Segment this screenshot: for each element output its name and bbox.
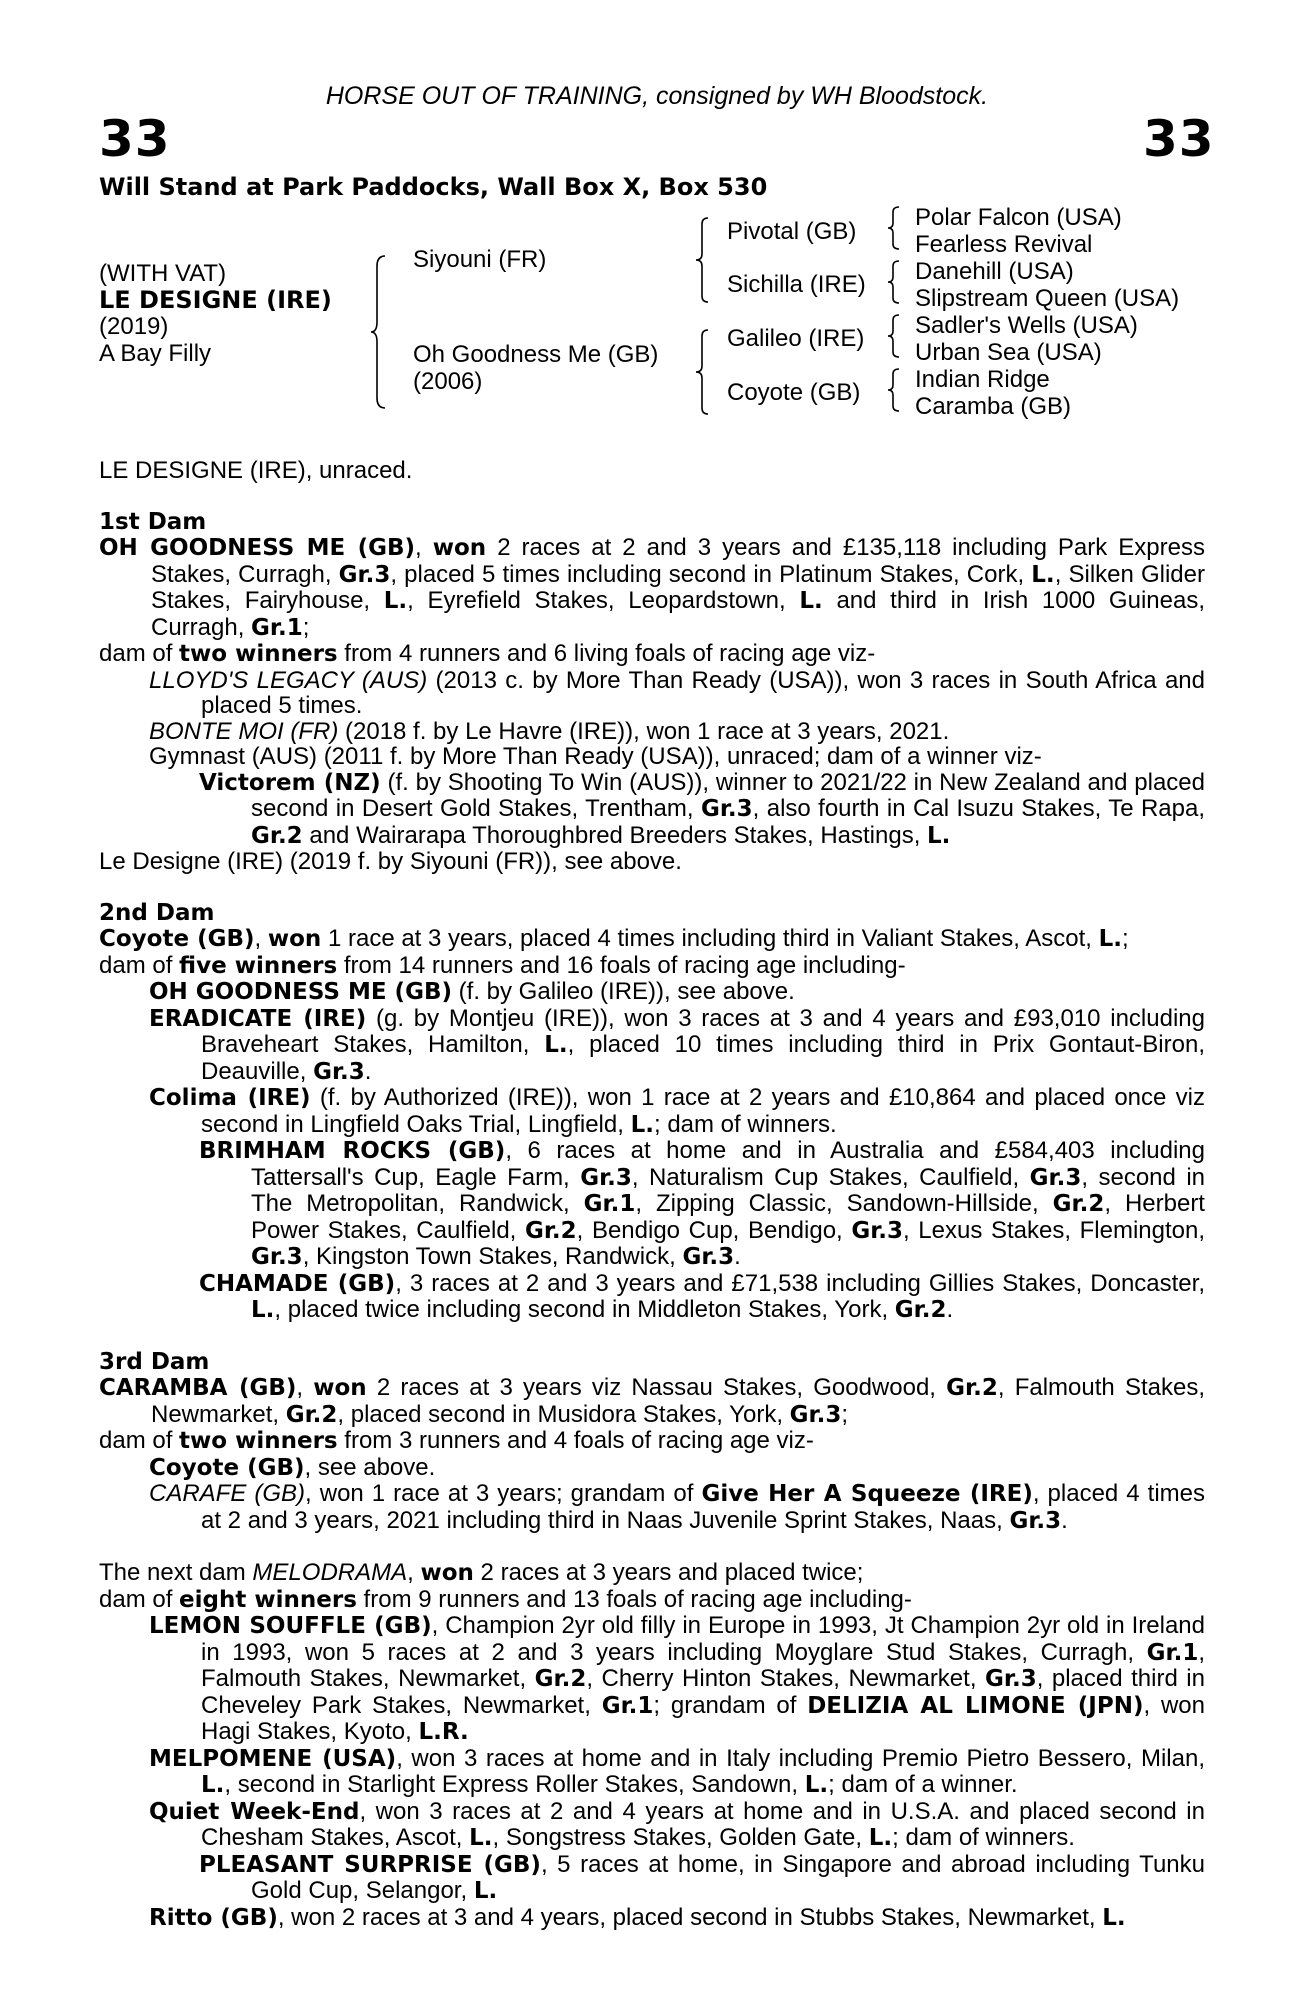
lot-number-left: 33 (99, 110, 171, 168)
bracket-gg4 (888, 367, 902, 413)
produce-pleasant-surprise: PLEASANT SURPRISE (GB), 5 races at home, in Singapore and abroad including Tunku Gold Cup, Selangor, L. (199, 1850, 1205, 1904)
dam-dam: Coyote (GB) (727, 379, 861, 406)
produce-victorem: Victorem (NZ) (f. by Shooting To Win (AUS)), winner to 2021/22 in New Zealand and placed second in Desert Gold Stakes, Trentham, Gr.3, also fourth in Cal Isuzu Stakes, Te Rapa, Gr.2 and Wairarapa Thoroughbred Breeders Stakes, Hastings, L. (199, 768, 1206, 849)
sire-sire: Pivotal (GB) (727, 218, 857, 245)
sire: Siyouni (FR) (413, 246, 547, 273)
lot-number-right: 33 (1143, 110, 1215, 168)
bracket-gg3 (888, 313, 902, 359)
horse-summary: LE DESIGNE (IRE), unraced. (99, 457, 413, 484)
dam: Oh Goodness Me (GB) (413, 341, 659, 368)
first-dam-heading: 1st Dam (99, 508, 207, 535)
produce-eradicate: ERADICATE (IRE) (g. by Montjeu (IRE)), won 3 races at 3 and 4 years and £93,010 including Braveheart Stakes, Hamilton, L., placed 10 times including third in Prix Gontaut-Biron, Deauville, Gr.3. (149, 1004, 1205, 1085)
granddam-line-2: Fearless Revival (915, 231, 1093, 258)
produce-carafe: CARAFE (GB), won 1 race at 3 years; grandam of Give Her A Squeeze (IRE), placed 4 times at 2 and 3 years, 2021 including third in Naas Juvenile Sprint Stakes, Naas, Gr.3. (149, 1480, 1205, 1534)
granddam-line-8: Caramba (GB) (915, 393, 1072, 420)
produce-lloyds-legacy: LLOYD'S LEGACY (AUS) (2013 c. by More Than Ready (USA)), won 3 races in South Africa and placed 5 times. (149, 666, 1205, 719)
stand-location: Will Stand at Park Paddocks, Wall Box X, Box 530 (99, 173, 768, 201)
horse-name: LE DESIGNE (IRE) (99, 286, 332, 314)
produce-lemon-souffle: LEMON SOUFFLE (GB), Champion 2yr old filly in Europe in 1993, Jt Champion 2yr old in Ireland in 1993, won 5 races at 2 and 3 years including Moyglare Stud Stakes, Curragh, Gr.1, Falmouth Stakes, Newmarket, Gr.2, Cherry Hinton Stakes, Newmarket, Gr.3, placed third in Cheveley Park Stakes, Newmarket, Gr.1; grandam of DELIZIA AL LIMONE (JPN), won Hagi Stakes, Kyoto, L.R. (149, 1612, 1205, 1745)
sire-dam: Sichilla (IRE) (727, 271, 866, 298)
horse-description: A Bay Filly (99, 340, 212, 367)
produce-melpomene: MELPOMENE (USA), won 3 races at home and in Italy including Premio Pietro Bessero, Milan, L., second in Starlight Express Roller Stakes, Sandown, L.; dam of a winner. (149, 1744, 1206, 1798)
second-dam-heading: 2nd Dam (99, 899, 215, 926)
granddam-line-7: Indian Ridge (915, 366, 1050, 393)
third-dam-heading: 3rd Dam (99, 1348, 210, 1375)
granddam-line-6: Urban Sea (USA) (915, 339, 1102, 366)
bracket-gg1 (888, 205, 902, 251)
catalogue-title: HORSE OUT OF TRAINING, consigned by WH Bloodstock. (325, 82, 989, 110)
horse-year: (2019) (99, 313, 169, 340)
granddam-line-3: Danehill (USA) (915, 258, 1074, 285)
vat-note: (WITH VAT) (99, 260, 227, 287)
produce-coyote: Coyote (GB), see above. (149, 1453, 436, 1481)
produce-brimham-rocks: BRIMHAM ROCKS (GB), 6 races at home and in Australia and £584,403 including Tattersall's Cup, Eagle Farm, Gr.3, Naturalism Cup Stakes, Caulfield, Gr.3, second in The Metropolitan, Randwick, Gr.1, Zipping Classic, Sandown-Hillside, Gr.2, Herbert Power Stakes, Caulfield, Gr.2, Bendigo Cup, Bendigo, Gr.3, Lexus Stakes, Flemington, Gr.3, Kingston Town Stakes, Randwick, Gr.3. (199, 1137, 1206, 1270)
second-dam-record: Coyote (GB), won 1 race at 3 years, placed 4 times including third in Valiant Stakes, Ascot, L.; (99, 925, 1129, 952)
second-dam-produce: dam of five winners from 14 runners and 16 foals of racing age including- (99, 951, 906, 979)
third-dam-produce: dam of two winners from 3 runners and 4 foals of racing age viz- (99, 1427, 814, 1454)
produce-bonte-moi: BONTE MOI (FR) (2018 f. by Le Havre (IRE)), won 1 race at 3 years, 2021. (149, 717, 950, 745)
produce-le-designe: Le Designe (IRE) (2019 f. by Siyouni (FR)), see above. (99, 848, 682, 875)
catalogue-body (99, 458, 1205, 1931)
produce-ritto: Ritto (GB), won 2 races at 3 and 4 years, placed second in Stubbs Stakes, Newmarket, L. (149, 1903, 1126, 1931)
bracket-horse (371, 254, 391, 410)
first-dam-record: OH GOODNESS ME (GB), won 2 races at 2 and 3 years and £135,118 including Park Express Stakes, Curragh, Gr.3, placed 5 times including second in Platinum Stakes, Cork, L., Silken Glider Stakes, Fairyhouse, L., Eyrefield Stakes, Leopardstown, L. and third in Irish 1000 Guineas, Curragh, Gr.1; (99, 534, 1205, 641)
produce-gymnast: Gymnast (AUS) (2011 f. by More Than Ready (USA)), unraced; dam of a winner viz- (149, 743, 1042, 770)
bracket-sire (696, 216, 712, 304)
granddam-line-5: Sadler's Wells (USA) (915, 312, 1138, 339)
third-dam-record: CARAMBA (GB), won 2 races at 3 years viz Nassau Stakes, Goodwood, Gr.2, Falmouth Stakes, Newmarket, Gr.2, placed second in Musidora Stakes, York, Gr.3; (99, 1374, 1205, 1428)
produce-quiet-week-end: Quiet Week-End, won 3 races at 2 and 4 years at home and in U.S.A. and placed second in Chesham Stakes, Ascot, L., Songstress Stakes, Golden Gate, L.; dam of winners. (149, 1797, 1205, 1851)
granddam-line-4: Slipstream Queen (USA) (915, 285, 1180, 312)
produce-oh-goodness-me: OH GOODNESS ME (GB) (f. by Galileo (IRE)), see above. (149, 978, 795, 1005)
first-dam-produce: dam of two winners from 4 runners and 6 living foals of racing age viz- (99, 640, 876, 667)
bracket-dam (696, 328, 712, 416)
dam-year: (2006) (413, 368, 483, 395)
next-dam-record: The next dam MELODRAMA, won 2 races at 3 years and placed twice; (99, 1559, 864, 1586)
produce-colima: Colima (IRE) (f. by Authorized (IRE)), won 1 race at 2 years and £10,864 and placed once viz second in Lingfield Oaks Trial, Lingfield, L.; dam of winners. (149, 1084, 1205, 1138)
produce-chamade: CHAMADE (GB), 3 races at 2 and 3 years and £71,538 including Gillies Stakes, Doncaster, L., placed twice including second in Middleton Stakes, York, Gr.2. (199, 1269, 1205, 1323)
bracket-gg2 (888, 259, 902, 305)
dam-sire: Galileo (IRE) (727, 325, 865, 352)
next-dam-produce: dam of eight winners from 9 runners and 13 foals of racing age including- (99, 1585, 912, 1613)
granddam-line-1: Polar Falcon (USA) (915, 204, 1122, 231)
